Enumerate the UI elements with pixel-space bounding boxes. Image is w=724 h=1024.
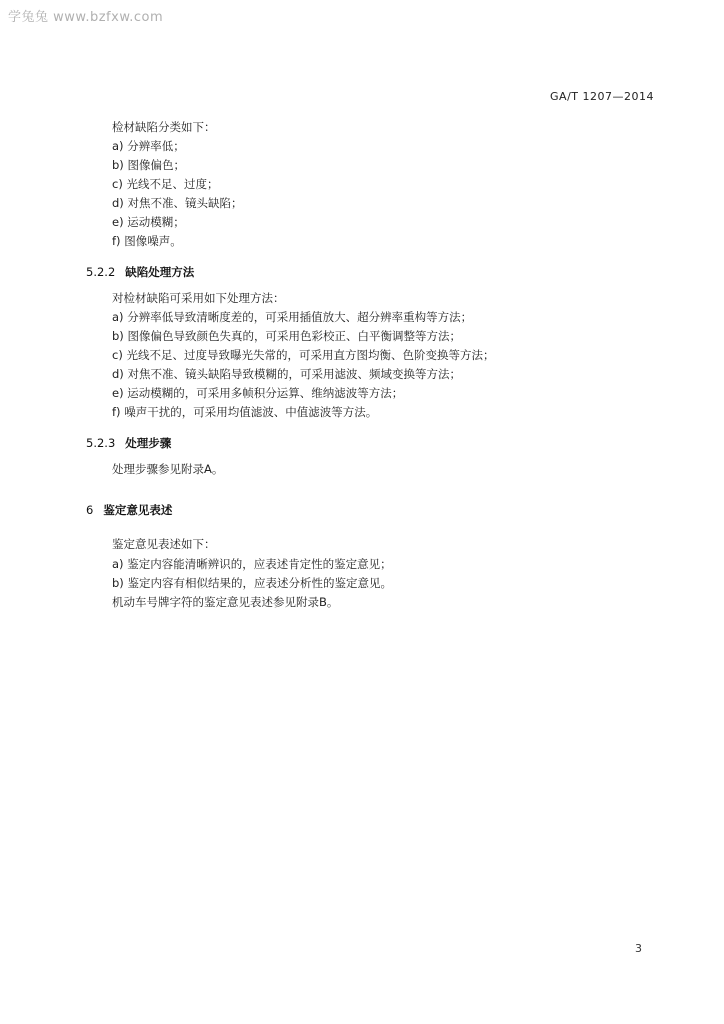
list-item: c) 光线不足、过度； — [112, 177, 219, 191]
section-title: 缺陷处理方法 — [125, 265, 195, 279]
section-number: 5.2.2 — [86, 265, 116, 279]
list-item: f) 图像噪声。 — [112, 234, 182, 248]
section-number: 5.2.3 — [86, 436, 116, 450]
list-item: a) 分辨率低； — [112, 139, 185, 153]
list-item: e) 运动模糊； — [112, 215, 185, 229]
defect-classification-intro: 检材缺陷分类如下： — [112, 120, 216, 134]
page-number: 3 — [635, 942, 642, 955]
section-body: 处理步骤参见附录A。 — [112, 462, 224, 476]
list-item: b) 鉴定内容有相似结果的，应表述分析性的鉴定意见。 — [112, 576, 392, 590]
list-item: a) 分辨率低导致清晰度差的，可采用插值放大、超分辨率重构等方法； — [112, 310, 473, 324]
list-item: a) 鉴定内容能清晰辨识的，应表述肯定性的鉴定意见； — [112, 557, 392, 571]
list-item: e) 运动模糊的，可采用多帧积分运算、维纳滤波等方法； — [112, 386, 404, 400]
section-title: 鉴定意见表述 — [103, 503, 173, 517]
section-number: 6 — [86, 503, 94, 517]
list-item: d) 对焦不准、镜头缺陷； — [112, 196, 243, 210]
list-item: c) 光线不足、过度导致曝光失常的，可采用直方图均衡、色阶变换等方法； — [112, 348, 495, 362]
watermark-text: 学兔兔 www.bzfxw.com — [8, 10, 164, 25]
closing-paragraph: 机动车号牌字符的鉴定意见表述参见附录B。 — [112, 595, 339, 609]
list-item: d) 对焦不准、镜头缺陷导致模糊的，可采用滤波、频域变换等方法； — [112, 367, 461, 381]
list-item: f) 噪声干扰的，可采用均值滤波、中值滤波等方法。 — [112, 405, 378, 419]
section-heading — [86, 502, 172, 518]
section-title: 处理步骤 — [125, 436, 172, 450]
list-item: b) 图像偏色； — [112, 158, 185, 172]
section-intro: 鉴定意见表述如下： — [112, 537, 216, 551]
standard-code-header: GA/T 1207—2014 — [550, 90, 654, 103]
section-intro: 对检材缺陷可采用如下处理方法： — [112, 291, 285, 305]
section-heading — [86, 435, 171, 451]
list-item: b) 图像偏色导致颜色失真的，可采用色彩校正、白平衡调整等方法； — [112, 329, 461, 343]
section-heading — [86, 264, 194, 280]
